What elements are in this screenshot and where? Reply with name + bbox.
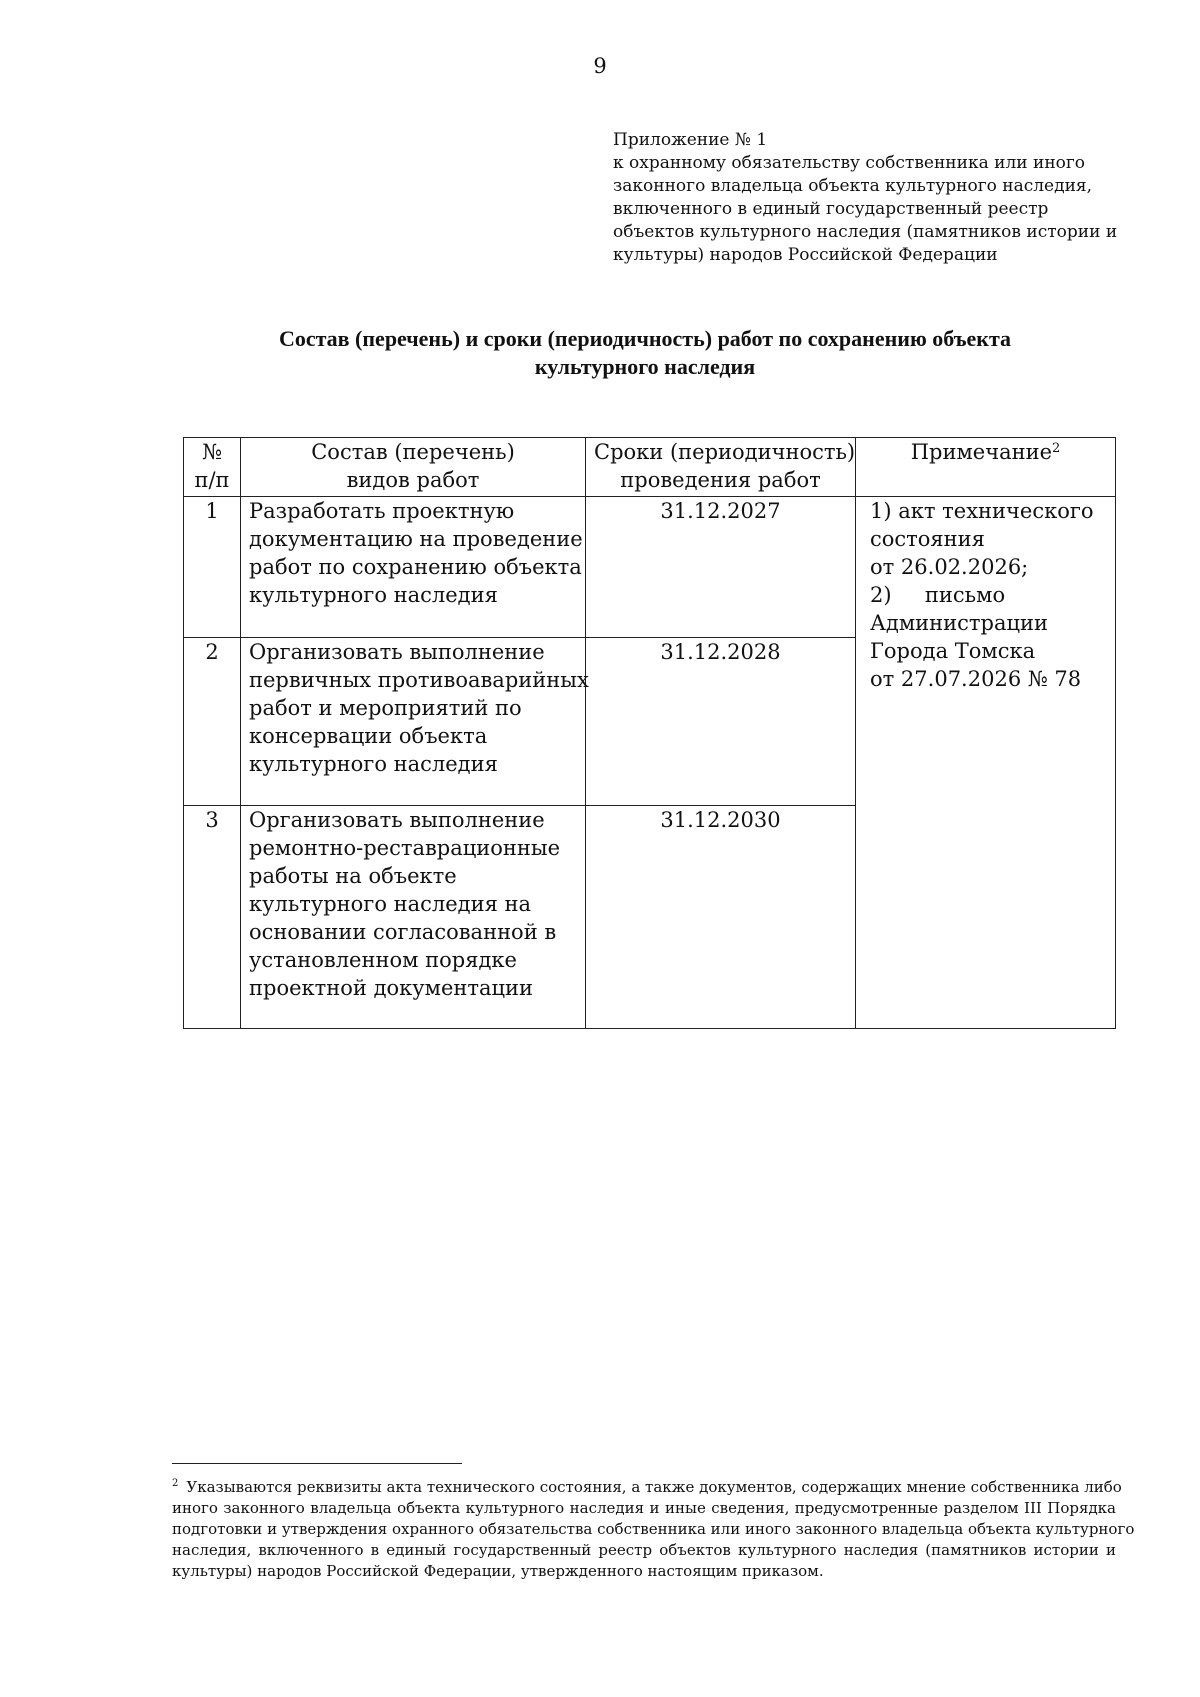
footnote-marker: 2 (172, 1478, 179, 1489)
header-num: № п/п (184, 438, 241, 497)
appendix-line: Приложение № 1 (613, 130, 768, 150)
appendix-line: объектов культурного наследия (памятников истории и (613, 222, 1118, 242)
footnote-ref: 2 (1052, 441, 1061, 456)
appendix-line: к охранному обязательству собственника или иного (613, 153, 1086, 173)
footnote-line: подготовки и утверждения охранного обязательства собственника или иного законного владельца объекта культурного (172, 1520, 1135, 1538)
footnote-line: культуры) народов Российской Федерации, утвержденного настоящим приказом. (172, 1562, 824, 1580)
note-cell: 1) акт технического состояния от 26.02.2026; 2) письмо Администрации Города Томска от 27.07.2026 № 78 (856, 497, 1116, 1029)
row-work: Организовать выполнение ремонтно-реставрационные работы на объекте культурного наследия на основании согласованной в установленном порядке проектной документации (241, 806, 586, 1029)
appendix-line: законного владельца объекта культурного наследия, (613, 176, 1093, 196)
row-work: Разработать проектную документацию на проведение работ по сохранению объекта культурного наследия (241, 497, 586, 638)
page-number: 9 (593, 54, 607, 78)
header-note (856, 438, 1116, 497)
title-line: Состав (перечень) и сроки (периодичность) работ по сохранению объекта (278, 326, 1012, 351)
footnote-divider (172, 1463, 462, 1464)
footnote-line: $^2$ Указываются реквизиты акта технического состояния, а также документов, содержащих мнение собственника либо (172, 1478, 1122, 1496)
document-title (180, 325, 1110, 381)
works-table (183, 437, 1116, 1029)
row-num: 2 (184, 638, 241, 806)
footnote-line: иного законного владельца объекта культурного наследия и иные сведения, предусмотренные разделом III Порядка (172, 1499, 1116, 1517)
table-row (184, 497, 1116, 638)
appendix-line: включенного в единый государственный реестр (613, 199, 1049, 219)
header-dates: Сроки (периодичность) проведения работ (586, 438, 856, 497)
appendix-line: культуры) народов Российской Федерации (613, 245, 998, 265)
appendix-header (613, 129, 1118, 267)
row-date: 31.12.2027 (586, 497, 856, 638)
row-date: 31.12.2030 (586, 806, 856, 1029)
title-line: культурного наследия (534, 354, 756, 379)
footnote-line: наследия, включенного в единый государственный реестр объектов культурного наследия (памятников истории и (172, 1541, 1116, 1559)
table-header-row (184, 438, 1116, 497)
row-work: Организовать выполнение первичных противоаварийных работ и мероприятий по консервации объекта культурного наследия (241, 638, 586, 806)
row-num: 1 (184, 497, 241, 638)
header-note-label: Примечание (910, 440, 1053, 464)
footnote (172, 1477, 1135, 1582)
row-date: 31.12.2028 (586, 638, 856, 806)
row-num: 3 (184, 806, 241, 1029)
header-works: Состав (перечень) видов работ (241, 438, 586, 497)
